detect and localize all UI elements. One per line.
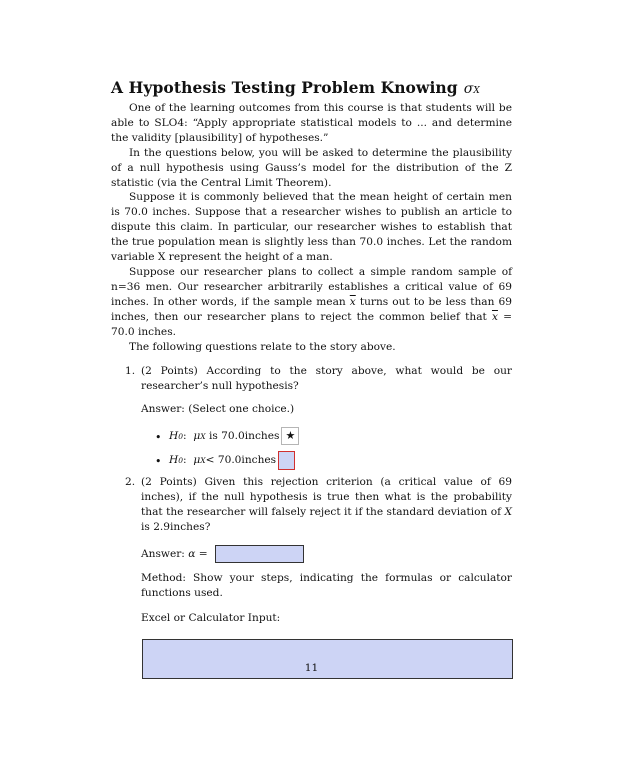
alpha-label: α = (188, 547, 208, 560)
choice-1 (141, 427, 512, 445)
mu-symbol: μ (193, 429, 201, 442)
colon: : (183, 453, 187, 466)
document-page (111, 78, 512, 679)
question-1-answer-label: Answer: (Select one choice.) (141, 403, 295, 416)
xbar-symbol: $\overline{x}$ (349, 295, 356, 308)
page-number: 11 (304, 662, 319, 674)
title-sigma (464, 81, 480, 97)
section-title (111, 78, 512, 101)
question-2-answer-label: Answer: (141, 547, 189, 560)
h-subscript: 0 (178, 431, 184, 441)
h-subscript: 0 (178, 455, 184, 465)
choice-checkbox[interactable] (278, 451, 295, 470)
question-1 (111, 364, 512, 469)
x-symbol: X (504, 505, 512, 518)
question-2-text-a: (2 Points) Given this rejection criterion (a critical value of 69 inches), if the null hypothesis is true then what is the probability that the researcher will falsely reject it if the standard deviation of (141, 476, 512, 518)
choice-2 (141, 451, 512, 469)
paragraph-4 (111, 265, 512, 340)
method-text: Method: Show your steps, indicating the formulas or calculator functions used. (141, 571, 512, 599)
paragraph-5: The following questions relate to the story above. (129, 340, 396, 353)
question-list (111, 364, 512, 679)
paragraph-2: In the questions below, you will be asked to determine the plausibility of a null hypothesis using Gauss’s model for the distribution of the Z statistic (via the Central Limit Theorem). (111, 146, 512, 189)
xbar-symbol-2: $\overline{x}$ (491, 310, 498, 323)
title-text: A Hypothesis Testing Problem Knowing (111, 78, 458, 97)
question-1-text: (2 Points) According to the story above, what would be our researcher’s null hypothesis? (141, 365, 512, 393)
question-2-text-b: is 2.9inches? (141, 520, 211, 533)
mu-subscript: X (200, 431, 206, 441)
h-symbol: H (169, 453, 179, 466)
bullet-icon: • (155, 431, 162, 445)
sigma-symbol: σ (463, 81, 474, 97)
question-2-answer-row (141, 545, 512, 563)
choice-1-text: is 70.0inches (208, 429, 280, 442)
mu-subscript: X (200, 455, 206, 465)
paragraph-3: Suppose it is commonly believed that the mean height of certain men is 70.0 inches. Suppose that a researcher wishes to publish an article to dispute this claim. In particular, our researcher wishes to establish that the true population mean is slightly less than 70.0 inches. Let the random variable X represent the height of a man. (111, 191, 512, 264)
p4-part-a: Suppose our researcher plans to collect a simple random sample of n=36 men. Our researcher arbitrarily establishes a critical value of 69 inches. In other words, if the sample mean (111, 265, 512, 308)
sigma-subscript: X (473, 86, 480, 96)
p4-part-b: turns out to be less than 69 inches, then our researcher plans to reject the common belief that (111, 295, 512, 323)
question-2-number: 2. (125, 476, 136, 489)
h-symbol: H (169, 429, 179, 442)
alpha-input[interactable] (215, 545, 304, 563)
choice-list (141, 427, 512, 469)
excel-label: Excel or Calculator Input: (141, 611, 281, 624)
p4-part-c: = 70.0 inches. (111, 310, 513, 338)
mu-symbol: μ (193, 453, 201, 466)
question-2 (111, 475, 512, 679)
choice-2-text: < 70.0inches (205, 453, 277, 466)
bullet-icon: • (155, 455, 162, 469)
paragraph-1: One of the learning outcomes from this course is that students will be able to SLO4: “Apply appropriate statistical models to ... and determine the validity [plausibility] of hypotheses.” (111, 102, 512, 144)
star-icon[interactable]: ★ (281, 427, 299, 445)
colon: : (183, 429, 187, 442)
question-2-text (141, 475, 512, 535)
question-1-number: 1. (125, 365, 136, 378)
